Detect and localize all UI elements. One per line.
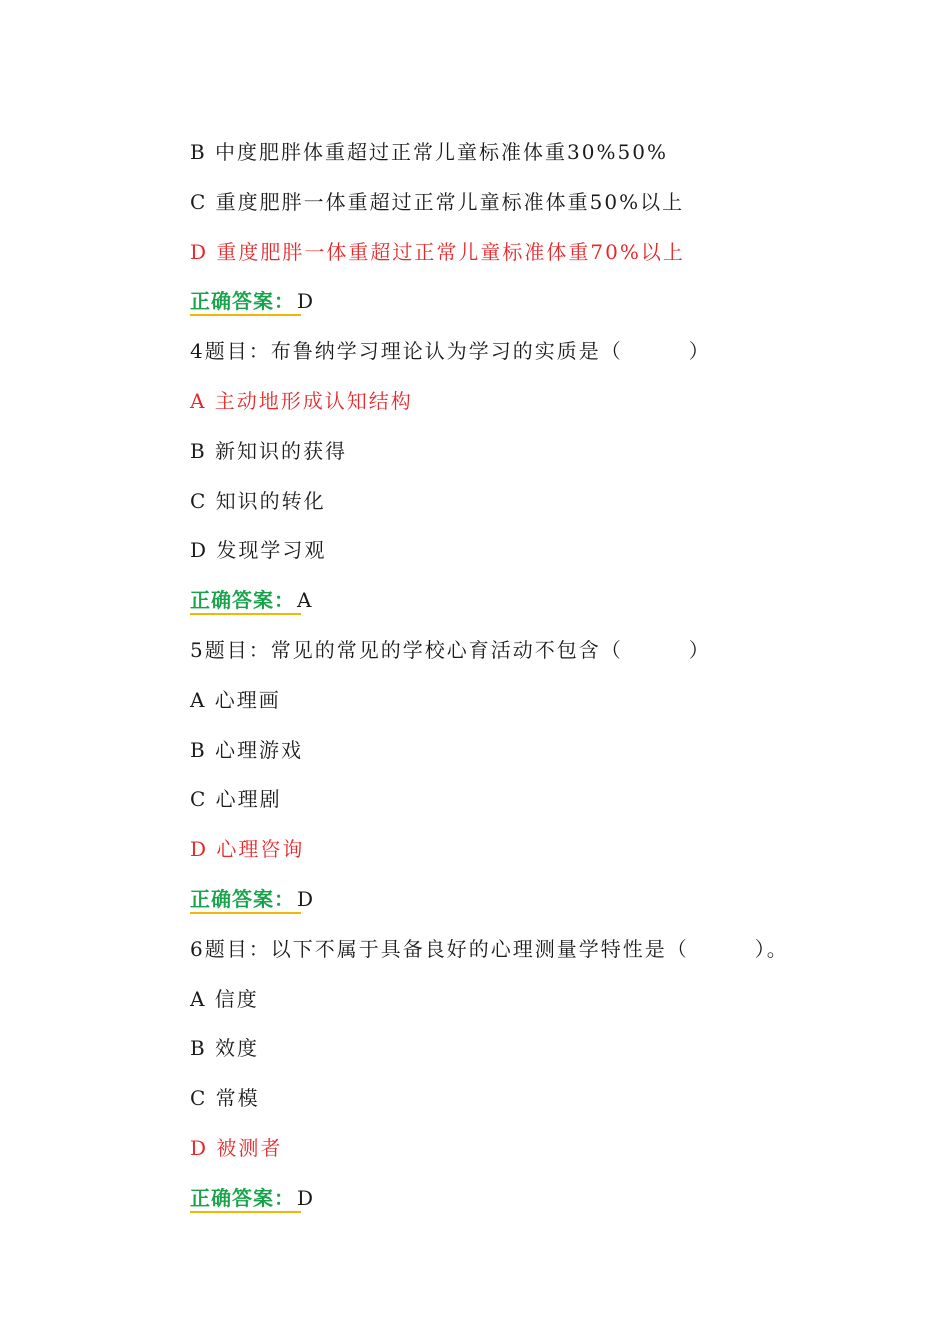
question-line: 6题目：以下不属于具备良好的心理测量学特性是（ ）。: [190, 937, 789, 961]
answer-value: D: [297, 1186, 316, 1210]
answer-label: 正确答案：: [190, 1183, 295, 1213]
option-line: C 重度肥胖一体重超过正常儿童标准体重50%以上: [190, 190, 685, 214]
option-line: B 效度: [190, 1036, 260, 1060]
answer-line: [190, 286, 315, 316]
answer-label: 正确答案：: [190, 585, 295, 615]
question-line: 5题目：常见的常见的学校心育活动不包含（ ）: [190, 638, 711, 662]
option-line: B 新知识的获得: [190, 439, 348, 463]
option-line: C 常模: [190, 1086, 260, 1110]
answer-value: A: [297, 588, 314, 612]
option-line: A 主动地形成认知结构: [190, 389, 413, 413]
option-line: C 心理剧: [190, 787, 282, 811]
option-line: B 心理游戏: [190, 738, 304, 762]
answer-line: [190, 884, 315, 914]
answer-line: [190, 585, 313, 615]
answer-label: 正确答案：: [190, 884, 295, 914]
answer-line: [190, 1183, 315, 1213]
option-line: D 被测者: [190, 1136, 283, 1160]
answer-value: D: [297, 289, 316, 313]
option-line: A 心理画: [190, 688, 281, 712]
option-line: D 发现学习观: [190, 538, 327, 562]
option-line: A 信度: [190, 987, 259, 1011]
option-line: C 知识的转化: [190, 489, 326, 513]
option-line: D 心理咨询: [190, 837, 305, 861]
option-line: D 重度肥胖一体重超过正常儿童标准体重70%以上: [190, 240, 685, 264]
option-line: B 中度肥胖体重超过正常儿童标准体重30%50%: [190, 140, 668, 164]
question-line: 4题目：布鲁纳学习理论认为学习的实质是（ ）: [190, 339, 711, 363]
answer-label: 正确答案：: [190, 286, 295, 316]
answer-value: D: [297, 887, 316, 911]
